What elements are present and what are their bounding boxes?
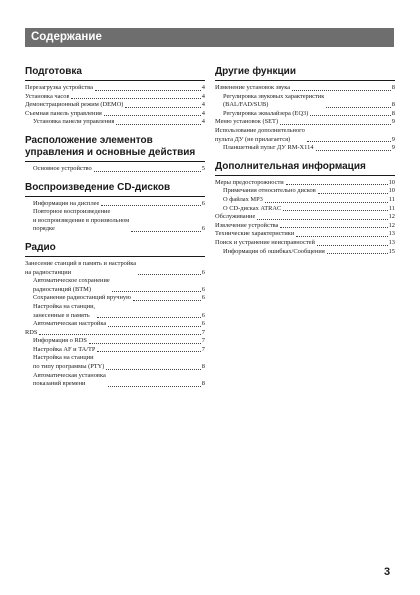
dot-leader	[101, 205, 200, 206]
toc-entry-page: 6	[201, 268, 205, 276]
toc-entry-text: Изменение установок звука	[215, 84, 291, 91]
toc-entry[interactable]	[215, 84, 395, 93]
toc-entry-text: Технические характеристики	[215, 230, 295, 238]
toc-entry-page: 10	[388, 187, 395, 195]
toc-entry-text: Регулировка звуковых характеристик (BAL/FAD/SUB)	[223, 92, 325, 109]
toc-entry-page: 6	[201, 320, 205, 328]
toc-entry[interactable]	[25, 101, 205, 110]
toc-entry-page: 8	[391, 109, 395, 117]
toc-entry-text: Автоматическая настройка	[33, 320, 107, 328]
toc-entry-page: 6	[201, 285, 205, 293]
toc-entry-text: О CD-дисках ATRAC	[223, 204, 282, 212]
toc-entry-text: Регулировка эквалайзера (EQ3)	[223, 109, 309, 117]
toc-entry-page: 4	[201, 92, 205, 100]
toc-entry-page: 11	[388, 195, 395, 203]
toc-entry-page: 8	[391, 84, 395, 91]
dot-leader	[133, 300, 201, 301]
toc-entry[interactable]	[25, 329, 205, 338]
toc-entry-text: Примечания относительно дисков	[223, 187, 316, 195]
dot-leader	[104, 115, 201, 116]
toc-entry-page: 4	[201, 109, 205, 117]
toc-entry-text: Перезагрузка устройства	[25, 84, 93, 91]
toc-entry-text: Информация на дисплее	[33, 199, 100, 207]
dot-leader	[108, 386, 201, 387]
dot-leader	[317, 245, 388, 246]
toc-entry-text: Основное устройство	[33, 164, 92, 172]
dot-leader	[257, 219, 387, 220]
toc-entry[interactable]	[215, 127, 395, 144]
toc-entry-text: О файлах MP3	[223, 195, 263, 203]
toc-entry-text: Меры предосторожности	[215, 178, 284, 186]
dot-leader	[116, 124, 200, 125]
dot-leader	[286, 184, 388, 185]
toc-entry[interactable]	[25, 277, 205, 294]
toc-entry-page: 7	[201, 328, 205, 336]
toc-section	[25, 66, 205, 127]
toc-entry[interactable]	[215, 144, 395, 153]
toc-entry-page: 7	[201, 345, 205, 353]
toc-entry-text: Сохранение радиостанций вручную	[33, 294, 131, 302]
dot-leader	[71, 98, 200, 99]
toc-entry[interactable]	[25, 303, 205, 320]
toc-entry-text: Демонстрационный режим (DEMO)	[25, 101, 124, 109]
section-title: Дополнительная информация	[215, 161, 395, 176]
toc-entry[interactable]	[25, 165, 205, 174]
dot-leader	[138, 274, 201, 275]
toc-entry-text: Повторное воспроизведение и воспроизведение в произвольном порядке	[33, 208, 130, 233]
toc-entry-page: 6	[201, 294, 205, 302]
toc-section	[25, 135, 205, 174]
toc-entry[interactable]	[215, 222, 395, 231]
toc-entry-text: Установка часов	[25, 92, 70, 100]
toc-entry-page: 11	[388, 204, 395, 212]
toc-entry-page: 8	[201, 363, 205, 371]
toc-section	[215, 66, 395, 153]
toc-entry-page: 4	[201, 101, 205, 109]
dot-leader	[307, 141, 391, 142]
toc-entry-page: 9	[391, 118, 395, 126]
dot-leader	[327, 253, 388, 254]
toc-entry-text: Автоматическая установка показаний времени	[33, 371, 106, 388]
dot-leader	[310, 115, 390, 116]
toc-entry-text: Поиск и устранение неисправностей	[215, 238, 315, 246]
toc-entry[interactable]	[25, 93, 205, 102]
toc-entry[interactable]	[25, 110, 205, 119]
dot-leader	[296, 236, 387, 237]
toc-entry-text: Установка панели управления	[33, 118, 115, 126]
toc-entry[interactable]	[25, 337, 205, 346]
dot-leader	[112, 291, 201, 292]
toc-entry[interactable]	[215, 239, 395, 248]
toc-entry-page: 6	[201, 225, 205, 233]
toc-entry[interactable]	[25, 118, 205, 127]
toc-entry[interactable]	[215, 248, 395, 257]
dot-leader	[283, 210, 388, 211]
toc-entry[interactable]	[25, 200, 205, 209]
dot-leader	[316, 150, 391, 151]
dot-leader	[326, 107, 391, 108]
toc-section	[25, 242, 205, 389]
section-title: Другие функции	[215, 66, 395, 81]
section-title: Расположение элементов управления и основные действия	[25, 135, 205, 162]
toc-entry[interactable]	[215, 230, 395, 239]
toc-entry-page: 12	[388, 213, 395, 221]
dot-leader	[125, 107, 200, 108]
toc-entry[interactable]	[25, 294, 205, 303]
toc-entry-page: 6	[201, 199, 205, 207]
toc-entry[interactable]	[215, 179, 395, 188]
toc-entry-text: Автоматическое сохранение радиостанций (BTM)	[33, 277, 110, 293]
section-title: Воспроизведение CD-дисков	[25, 182, 205, 197]
toc-entry[interactable]	[215, 196, 395, 205]
dot-leader	[265, 202, 388, 203]
dot-leader	[292, 90, 391, 91]
toc-entry-text: Планшетный пульт ДУ RM-X114	[223, 144, 314, 152]
toc-entry[interactable]	[25, 354, 205, 371]
toc-entry[interactable]	[25, 260, 205, 277]
toc-entry-text: Информация о RDS	[33, 337, 87, 345]
toc-entry[interactable]	[215, 93, 395, 110]
toc-entry[interactable]	[25, 84, 205, 93]
dot-leader	[39, 334, 200, 335]
toc-entry[interactable]	[215, 118, 395, 127]
toc-entry-text: Извлечение устройства	[215, 221, 279, 229]
toc-entry-page: 12	[388, 221, 395, 229]
toc-entry[interactable]	[25, 208, 205, 234]
dot-leader	[94, 171, 201, 172]
section-title: Радио	[25, 242, 205, 257]
toc-section	[215, 161, 395, 256]
toc-left-column	[25, 66, 205, 397]
toc-entry-text: Меню установок (SET)	[215, 118, 279, 126]
toc-entry-page: 5	[201, 164, 205, 172]
toc-entry[interactable]	[25, 372, 205, 389]
toc-entry-page: 10	[388, 178, 395, 186]
dot-leader	[97, 351, 200, 352]
toc-entry-page: 13	[388, 230, 395, 238]
toc-entry-page: 7	[201, 337, 205, 345]
dot-leader	[89, 343, 201, 344]
toc-entry-page: 8	[391, 101, 395, 109]
toc-section	[25, 182, 205, 234]
toc-entry-page: 9	[391, 144, 395, 152]
dot-leader	[97, 317, 201, 318]
toc-entry-text: Настройка на станции по типу программы (PTY)	[33, 354, 105, 371]
dot-leader	[318, 193, 388, 194]
toc-entry[interactable]	[215, 187, 395, 196]
toc-entry[interactable]	[25, 346, 205, 355]
dot-leader	[106, 369, 200, 370]
toc-entry-page: 4	[201, 84, 205, 91]
toc-entry-page: 9	[391, 135, 395, 143]
toc-entry-page: 4	[201, 118, 205, 126]
dot-leader	[95, 90, 201, 91]
toc-entry[interactable]	[215, 205, 395, 214]
dot-leader	[108, 326, 201, 327]
page-number: 3	[384, 566, 391, 578]
toc-entry-page: 13	[388, 238, 395, 246]
toc-entry[interactable]	[215, 213, 395, 222]
toc-entry-text: Съемная панель управления	[25, 109, 102, 117]
toc-right-column	[215, 66, 395, 264]
section-title: Подготовка	[25, 66, 205, 81]
toc-entry-page: 8	[201, 380, 205, 388]
toc-entry-page: 15	[388, 247, 395, 255]
dot-leader	[131, 231, 201, 232]
toc-entry[interactable]	[215, 110, 395, 119]
toc-entry[interactable]	[25, 320, 205, 329]
page-title: Содержание	[25, 28, 394, 47]
toc-entry-text: RDS	[25, 328, 38, 336]
toc-entry-text: Настройка на станции, занесенные в память	[33, 302, 96, 319]
toc-entry-text: Информация об ошибках/Сообщения	[223, 247, 325, 255]
toc-entry-text: Использование дополнительного пульта ДУ (не прилагается)	[215, 126, 305, 143]
toc-entry-text: Обслуживание	[215, 213, 256, 221]
toc-entry-text: Занесение станций в память и настройка на радиостанции	[25, 259, 137, 276]
dot-leader	[280, 227, 387, 228]
dot-leader	[280, 124, 391, 125]
toc-entry-text: Настройка AF и TA/TP	[33, 345, 96, 353]
toc-entry-page: 6	[201, 311, 205, 319]
